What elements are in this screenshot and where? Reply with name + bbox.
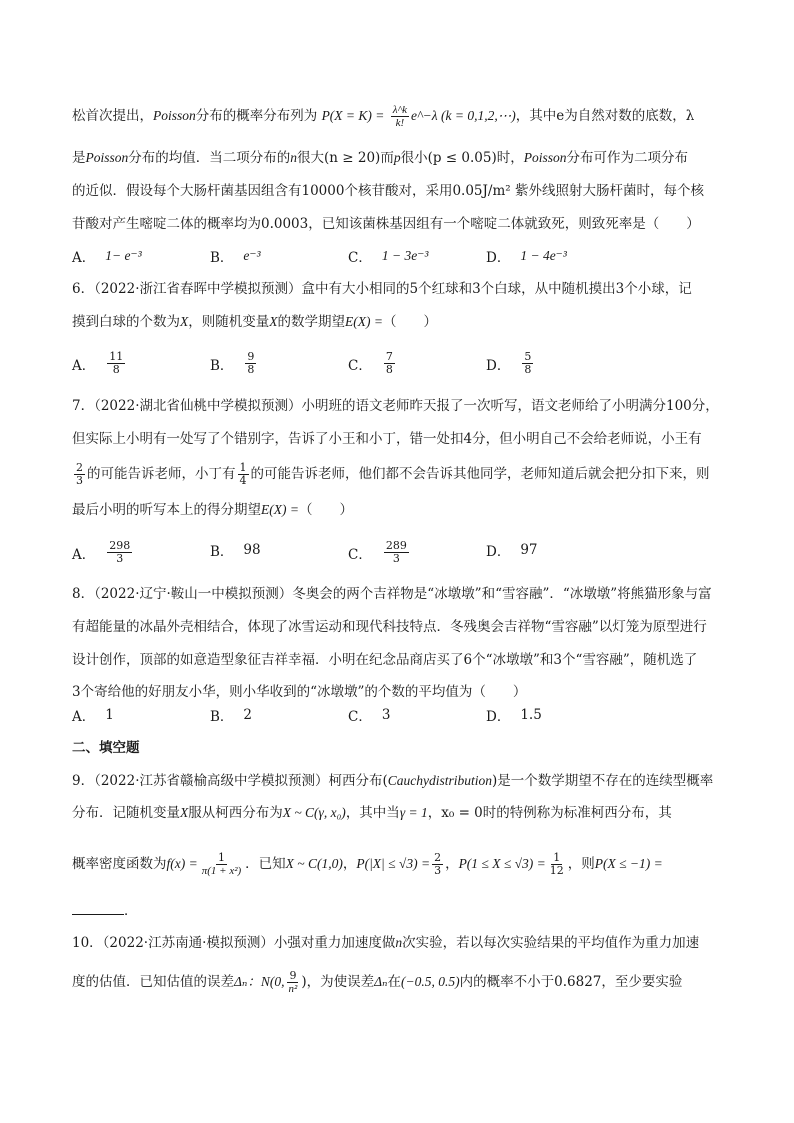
section-heading-fill-in: 二、填空题 [72,740,140,756]
q8-line-1: 8．（2022·辽宁·鞍山一中模拟预测）冬奥会的两个吉祥物是“冰墩墩”和“雪容融”．“冰墩墩”将熊猫形象与富 [72,586,712,602]
q8-line-4: 3个寄给他的好朋友小华，则小华收到的“冰墩墩”的个数的平均值为（ ） [72,684,527,700]
expectation-expr: E(X) = [261,502,299,517]
q7-line-1: 7．（2022·湖北省仙桃中学模拟预测）小明班的语文老师昨天报了一次听写，语文老师给了小明满分100分， [72,398,719,414]
q7-option-b[interactable]: B． 98 [210,542,261,560]
q7-option-d[interactable]: D． 97 [486,542,538,560]
cauchy-distribution-term: Cauchydistribution [387,773,493,788]
q6-options [72,350,732,376]
q5-text: 松首次提出， [72,108,153,124]
q5-line-2: 是Poisson分布的均值．当二项分布的n很大(n ≥ 20)而p很小(p ≤ 0.05)时，Poisson分布可作为二项分布 [72,150,688,166]
q9-answer-line: ． [72,900,728,921]
q8-options [72,705,732,727]
q9-line-2: 分布．记随机变量X服从柯西分布为X ~ C(γ, x₀)，其中当γ = 1，x₀ = 0时的特例称为标准柯西分布，其 [72,805,672,821]
q6-option-a[interactable]: A． $\frac{11}{8}$ [72,350,124,376]
q10-line-1: 10．（2022·江苏南通·模拟预测）小强对重力加速度做n次实验，若以每次实验结果的平均值作为重力加速 [72,935,700,951]
q7-line-3: $\frac{2}{3}$ 的可能告诉老师，小丁有 $\frac{1}{4}$ 的可能告诉老师，他们都不会告诉其他同学，老师知道后就会把分扣下来，则 [76,461,710,487]
q5-line-1 [72,104,728,129]
q5-option-d[interactable]: D． 1 − 4e⁻³ [486,248,567,266]
q5-option-c[interactable]: C． 1 − 3e⁻³ [348,248,429,266]
q5-line-3: 的近似．假设每个大肠杆菌基因组含有10000个核苷酸对，采用0.05J/m² 紫外线照射大肠杆菌时，每个核 [72,183,704,199]
q7-line-4: 最后小明的听写本上的得分期望E(X) =（ ） [72,502,353,518]
q8-option-a[interactable]: A． 1 [72,707,114,725]
q8-line-3: 设计创作，顶部的如意造型象征吉祥幸福．小明在纪念品商店买了6个“冰墩墩”和3个“雪容融”，随机选了 [72,652,698,668]
q7-options [72,539,732,565]
variance-fraction: $\frac{9}{\text{n²}}$ [288,969,298,995]
q9-line-3: 概率密度函数为f(x) = $\frac{1}{\text{π(1 + x²)}}$ ．已知X ~ C(1,0)，P(|X| ≤ √3) = $\frac{2}{3}$ ，P(1 ≤ X ≤ √3) = $\frac{1}{12}$ ，则P(X ≤ −1) = [72,851,663,877]
q7-line-2: 但实际上小明有一处写了个错别字，告诉了小王和小丁，错一处扣4分，但小明自己不会给老师说，小王有 [72,431,702,447]
q8-option-c[interactable]: C． 3 [348,707,391,725]
q9-line-1: 9．（2022·江苏省赣榆高级中学模拟预测）柯西分布(Cauchydistribution)是一个数学期望不存在的连续型概率 [72,773,714,789]
q5-option-b[interactable]: B． e⁻³ [210,248,261,266]
q5-line-4: 苷酸对产生嘧啶二体的概率均为0.0003，已知该菌株基因组有一个嘧啶二体就致死，则致死率是（ ） [72,216,700,232]
q6-line-2: 摸到白球的个数为X，则随机变量X的数学期望E(X) =（ ） [72,314,437,330]
poisson-term: Poisson [153,108,196,123]
q8-option-b[interactable]: B． 2 [210,707,253,725]
q10-line-2: 度的估值．已知估值的误差Δₙ：N(0, $\frac{9}{\text{n²}}$ )，为使误差Δₙ在(−0.5, 0.5)内的概率不小于0.6827，至少要实验 [72,969,683,995]
q5-option-a[interactable]: A． 1− e⁻³ [72,248,142,266]
poisson-pmf-lhs: P(X = K) = [321,108,385,123]
probability-fraction: $\frac{2}{3}$ [76,461,83,487]
poisson-pmf-fraction: $\frac{\lambda\^{}k}{k!}$ [392,104,407,129]
poisson-term: Poisson [523,150,567,165]
poisson-pmf-exp: e^−λ (k = 0,1,2,⋯) [411,108,516,123]
q6-option-b[interactable]: B． $\frac{9}{8}$ [210,350,255,376]
cauchy-density-fraction: $\frac{1}{\text{π(1 + x²)}}$ [201,851,242,877]
q5-options [72,246,732,268]
poisson-term: Poisson [85,150,129,165]
q8-option-d[interactable]: D． 1.5 [486,707,542,725]
q7-option-a[interactable]: A． $\frac{298}{3}$ [72,539,131,565]
expectation-expr: E(X) = [345,314,383,329]
q5-text: 分布的概率分布列为 [195,108,318,124]
q8-line-2: 有超能量的冰晶外壳相结合，体现了冰雪运动和现代科技特点．冬残奥会吉祥物“雪容融”以灯笼为原型进行 [72,619,707,635]
answer-blank[interactable] [72,900,124,915]
q6-option-c[interactable]: C． $\frac{7}{8}$ [348,350,393,376]
q6-line-1: 6．（2022·浙江省春晖中学模拟预测）盒中有大小相同的5个红球和3个白球，从中随机摸出3个小球，记 [72,281,692,297]
probability-fraction: $\frac{1}{4}$ [239,461,247,487]
q7-option-c[interactable]: C． $\frac{289}{3}$ [348,539,407,565]
q5-text: ，其中e为自然对数的底数，λ [515,108,695,124]
q6-option-d[interactable]: D． $\frac{5}{8}$ [486,350,532,376]
